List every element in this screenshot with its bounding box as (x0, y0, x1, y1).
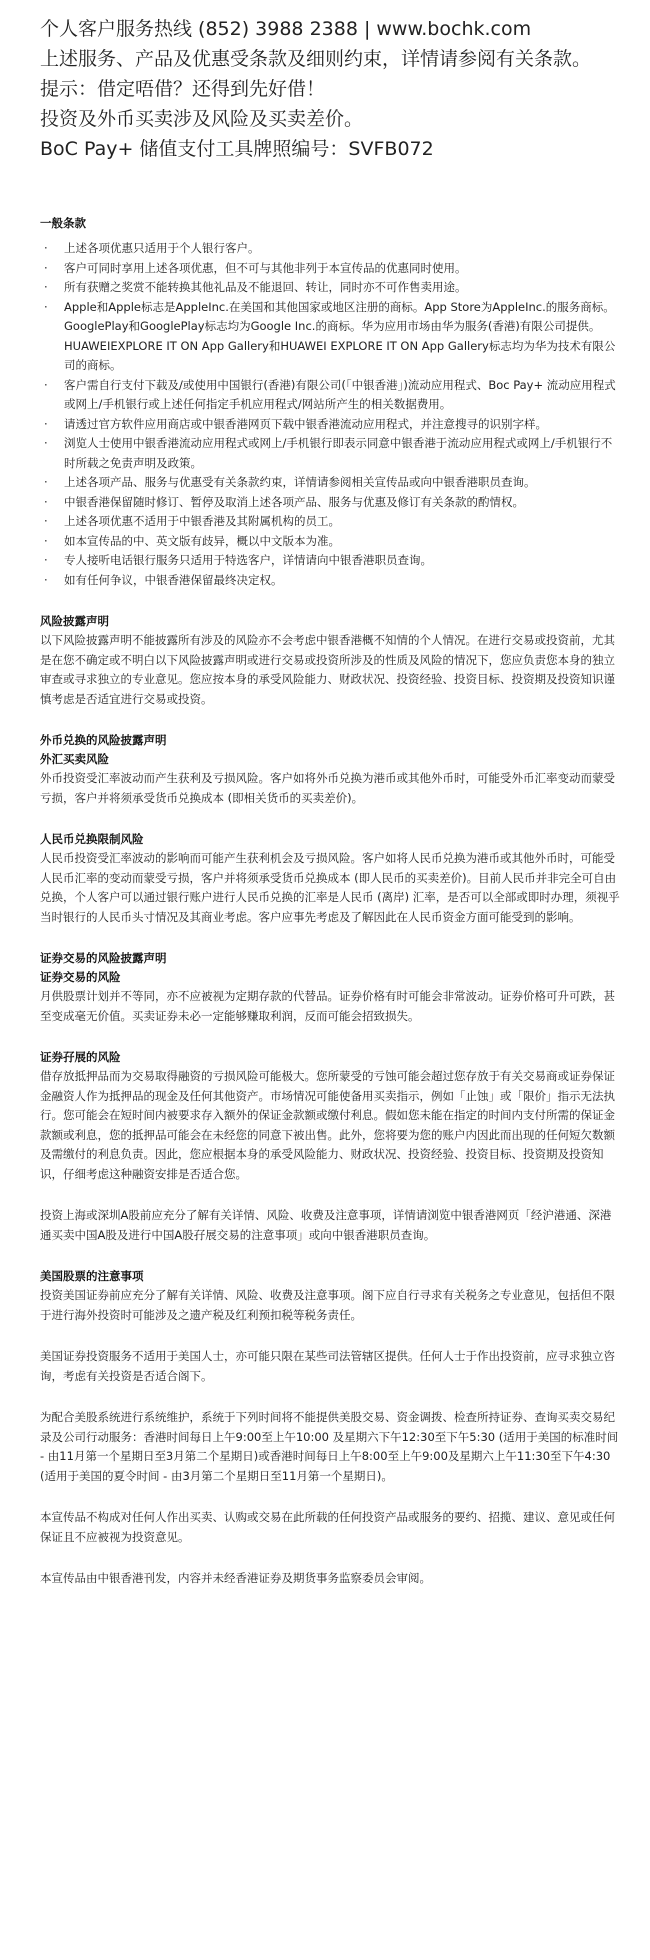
list-item-text: 浏览人士使用中银香港流动应用程式或网上/手机银行即表示同意中银香港于流动应用程式或网上/手机银行不时所载之免责声明及政策。 (64, 436, 613, 470)
fx-risk-title: 外币兑换的风险披露声明 (40, 733, 167, 747)
header-block (40, 14, 622, 164)
list-item-text: 上述各项产品、服务与优惠受有关条款约束，详情请参阅相关宣传品或向中银香港职员查询。 (64, 475, 536, 489)
a-share-section (40, 1206, 622, 1245)
us-stock-body-3: 为配合美股系统进行系统维护，系统于下列时间将不能提供美股交易、资金调拨、检查所持证券、查询买卖交易纪录及公司行动服务：香港时间每日上午9:00至上午10:00 及星期六下午12:30至下午5:30 (适用于美国的标准时间 - 由11月第一个星期日至3月第二个星期日)或香港时间每日上午8:00至上午9:00及星期六上午11:30至下午4:30 (适用于美国的夏令时间 - 由3月第二个星期日至11月第一个星期日)。 (40, 1410, 619, 1483)
list-item: · 上述各项优惠只适用于个人银行客户。 (44, 241, 260, 255)
list-item-text: 专人接听电话银行服务只适用于特选客户，详情请向中银香港职员查询。 (64, 553, 432, 567)
list-item-text: 中银香港保留随时修订、暂停及取消上述各项产品、服务与优惠及修订有关条款的酌情权。 (64, 494, 524, 509)
us-stock-title: 美国股票的注意事项 (40, 1269, 144, 1283)
list-item: · 上述各项优惠不适用于中银香港及其附属机构的员工。 (44, 514, 340, 528)
list-item-text: 客户可同时享用上述各项优惠，但不可与其他非列于本宣传品的优惠同时使用。 (64, 260, 467, 275)
risk-notice: 投资及外币买卖涉及风险及买卖差价。 (40, 108, 364, 130)
list-item: · 专人接听电话银行服务只适用于特选客户，详情请向中银香港职员查询。 (44, 553, 432, 567)
license-number: BoC Pay+ 储值支付工具牌照编号：SVFB072 (40, 138, 434, 160)
securities-risk-subtitle: 证券交易的风险 (40, 970, 121, 984)
list-item-text: 客户需自行支付下载及/或使用中国银行(香港)有限公司(「中银香港」)流动应用程式、Boc Pay+ 流动应用程式或网上/手机银行或上述任何指定手机应用程式/网站所产生的相关数据费用。 (64, 377, 616, 411)
list-item: · 客户需自行支付下载及/或使用中国银行(香港)有限公司(「中银香港」)流动应用程式、Boc Pay+ 流动应用程式或网上/手机银行或上述任何指定手机应用程式/网站所产生的相关数据费用。 (44, 377, 616, 411)
fx-risk-section (40, 731, 622, 808)
risk-disclosure-section (40, 612, 622, 709)
list-item-text: 所有获赠之奖赏不能转换其他礼品及不能退回、转让，同时亦不可作售卖用途。 (64, 280, 467, 294)
rmb-risk-body: 人民币投资受汇率波动的影响而可能产生获利机会及亏损风险。客户如将人民币兑换为港币或其他外币时，可能受人民币汇率的变动而蒙受亏损，客户并将须承受货币兑换成本 (即人民币的买卖差价)。目前人民币并非完全可自由兑换，个人客户可以通过银行账户进行人民币兑换的汇率是人民币 (离岸) 汇率，是否可以全部或即时办理，须视乎当时银行的人民币头寸情况及其商业考虑。客户应事先考虑及了解因此在人民币资金方面可能受到的影响。 (40, 851, 620, 924)
list-item: · 中银香港保留随时修订、暂停及取消上述各项产品、服务与优惠及修订有关条款的酌情权。 (44, 494, 524, 509)
list-item: · 如有任何争议，中银香港保留最终决定权。 (44, 572, 283, 587)
fx-risk-subtitle: 外汇买卖风险 (40, 752, 109, 766)
reminder-text: 提示：借定唔借？还得到先好借！ (40, 78, 326, 100)
list-item: · 上述各项产品、服务与优惠受有关条款约束，详情请参阅相关宣传品或向中银香港职员查询。 (44, 475, 536, 489)
fx-risk-body: 外币投资受汇率波动而产生获利及亏损风险。客户如将外币兑换为港币或其他外币时，可能受外币汇率变动而蒙受亏损，客户并将须承受货币兑换成本 (即相关货币的买卖差价)。 (40, 771, 615, 805)
margin-risk-body: 借存放抵押品而为交易取得融资的亏损风险可能极大。您所蒙受的亏蚀可能会超过您存放于有关交易商或证券保证金融资人作为抵押品的现金及任何其他资产。市场情况可能使备用买卖指示，例如「止蚀」或「限价」指示无法执行。您可能会在短时间内被要求存入额外的保证金款额或缴付利息。假如您未能在指定的时间内支付所需的保证金款额或利息，您的抵押品可能会在未经您的同意下被出售。此外，您将要为您的账户内因此而出现的任何短欠数额及需缴付的利息负责。因此，您应根据本身的承受风险能力、财政状况、投资经验、投资目标、投资期及投资知识，仔细考虑这种融资安排是否适合您。 (40, 1069, 615, 1181)
risk-disclosure-title: 风险披露声明 (40, 614, 109, 628)
rmb-risk-title: 人民币兑换限制风险 (40, 832, 144, 846)
list-item-text: 请透过官方软件应用商店或中银香港网页下载中银香港流动应用程式，并注意搜寻的识别字样。 (64, 416, 547, 431)
list-item: · Apple和Apple标志是AppleInc.在美国和其他国家或地区注册的商标。App Store为AppleInc.的服务商标。GooglePlay和GooglePlay标志均为Google Inc.的商标。华为应用市场由华为服务(香港)有限公司提供。HUAWEIEXPLORE IT ON App Gallery和HUAWEI EXPLORE IT ON App Gallery标志均为华为技术有限公司的商标。 (44, 299, 616, 372)
list-item: · 浏览人士使用中银香港流动应用程式或网上/手机银行即表示同意中银香港于流动应用程式或网上/手机银行不时所载之免责声明及政策。 (44, 436, 613, 470)
general-terms-section (40, 214, 622, 590)
a-share-notice: 投资上海或深圳A股前应充分了解有关详情、风险、收费及注意事项，详情请浏览中银香港网页「经沪港通、深港通买卖中国A股及进行中国A股孖展交易的注意事项」或向中银香港职员查询。 (40, 1208, 612, 1242)
terms-notice: 上述服务、产品及优惠受条款及细则约束，详情请参阅有关条款。 (40, 48, 592, 70)
general-terms-list (40, 239, 622, 590)
securities-risk-section (40, 949, 622, 1026)
list-item-text: 如本宣传品的中、英文版有歧异，概以中文版本为准。 (64, 533, 340, 548)
securities-risk-title: 证券交易的风险披露声明 (40, 951, 167, 965)
publisher-text: 本宣传品由中银香港刊发，内容并未经香港证券及期货事务监察委员会审阅。 (40, 1571, 431, 1585)
list-item: · 所有获赠之奖赏不能转换其他礼品及不能退回、转让，同时亦不可作售卖用途。 (44, 280, 467, 294)
list-item-text: 如有任何争议，中银香港保留最终决定权。 (64, 572, 283, 587)
us-stock-body-2: 美国证券投资服务不适用于美国人士，亦可能只限在某些司法管辖区提供。任何人士于作出投资前，应寻求独立咨询，考虑有关投资是否适合阁下。 (40, 1349, 615, 1383)
list-item-text: 上述各项优惠不适用于中银香港及其附属机构的员工。 (64, 514, 340, 528)
securities-risk-body: 月供股票计划并不等同，亦不应被视为定期存款的代替品。证券价格有时可能会非常波动。证券价格可升可跌，甚至变成毫无价值。买卖证券未必一定能够赚取利润，反而可能会招致损失。 (40, 989, 615, 1023)
list-item-text: 上述各项优惠只适用于个人银行客户。 (64, 241, 260, 255)
us-stock-body-1: 投资美国证券前应充分了解有关详情、风险、收费及注意事项。阁下应自行寻求有关税务之专业意见，包括但不限于进行海外投资时可能涉及之遗产税及红利预扣税等税务责任。 (40, 1288, 615, 1322)
margin-risk-section (40, 1048, 622, 1184)
rmb-risk-section (40, 830, 622, 927)
list-item: · 如本宣传品的中、英文版有歧异，概以中文版本为准。 (44, 533, 340, 548)
margin-risk-title: 证券孖展的风险 (40, 1050, 121, 1064)
publisher-section (40, 1569, 622, 1589)
list-item: · 请透过官方软件应用商店或中银香港网页下载中银香港流动应用程式，并注意搜寻的识别字样。 (44, 416, 547, 431)
hotline-text: 个人客户服务热线 (852) 3988 2388 | www.bochk.com (40, 18, 532, 40)
risk-disclosure-body: 以下风险披露声明不能披露所有涉及的风险亦不会考虑中银香港概不知情的个人情况。在进行交易或投资前，尤其是在您不确定或不明白以下风险披露声明或进行交易或投资所涉及的性质及风险的情况下，您应负责您本身的独立审查或寻求独立的专业意见。您应按本身的承受风险能力、财政状况、投资经验、投资目标、投资期及投资知识谨慎考虑是否适宜进行交易或投资。 (40, 633, 615, 706)
list-item: · 客户可同时享用上述各项优惠，但不可与其他非列于本宣传品的优惠同时使用。 (44, 260, 467, 275)
disclaimer-text: 本宣传品不构成对任何人作出买卖、认购或交易在此所载的任何投资产品或服务的要约、招揽、建议、意见或任何保证且不应被视为投资意见。 (40, 1510, 615, 1544)
disclaimer-section (40, 1508, 622, 1547)
us-stock-section (40, 1267, 622, 1486)
general-terms-title: 一般条款 (40, 216, 86, 230)
list-item-text: Apple和Apple标志是AppleInc.在美国和其他国家或地区注册的商标。App Store为AppleInc.的服务商标。GooglePlay和GooglePlay标志均为Google Inc.的商标。华为应用市场由华为服务(香港)有限公司提供。HUAWEIEXPLORE IT ON App Gallery和HUAWEI EXPLORE IT ON App Gallery标志均为华为技术有限公司的商标。 (64, 299, 616, 372)
